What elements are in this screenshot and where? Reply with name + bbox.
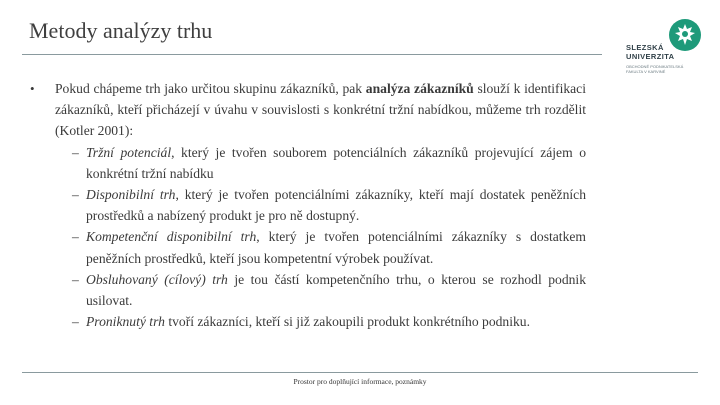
title-divider (22, 54, 602, 55)
list-item: – Disponibilní trh, který je tvořen potenciálními zákazníky, kteří mají dostatek peněžních prostředků a nabízený produkt je pro ně dostupný. (72, 187, 586, 224)
list-item: – Proniknutý trh tvoří zákazníci, kteří si již zakoupili produkt konkrétního podniku. (72, 314, 530, 330)
list-item: – Kompetenční disponibilní trh, který je tvořen potenciálními zákazníky s dostatkem peněžních prostředků, kteří jsou kompetentní výrobek používat. (72, 229, 586, 266)
footer-note: Prostor pro doplňující informace, poznámky (293, 377, 427, 386)
logo-wordmark: SLEZSKÁ UNIVERZITA (626, 43, 675, 61)
footer-divider (22, 372, 698, 373)
intro-paragraph: Pokud chápeme trh jako určitou skupinu zákazníků, pak analýza zákazníků slouží k identifikaci zákazníků, kteří přicházejí v úvahu v souvislosti s konkrétní tržní nabídkou, můžeme trh rozdělit (Kotler 2001): (55, 81, 586, 139)
slide-content (30, 78, 586, 332)
logo-subtext: OBCHODNĚ PODNIKATELSKÁ FAKULTA V KARVINÉ (626, 64, 684, 74)
university-logo (622, 16, 706, 78)
highlight-term: analýza zákazníků (365, 81, 474, 96)
list-item: – Tržní potenciál, který je tvořen souborem potenciálních zákazníků projevující zájem o konkrétní tržní nabídku (72, 144, 586, 181)
bullet-point: • (30, 81, 35, 96)
list-item: – Obsluhovaný (cílový) trh je tou částí kompetenčního trhu, o kterou se rozhodl podnik usilovat. (72, 271, 586, 309)
page-title: Metody analýzy trhu (29, 18, 213, 43)
